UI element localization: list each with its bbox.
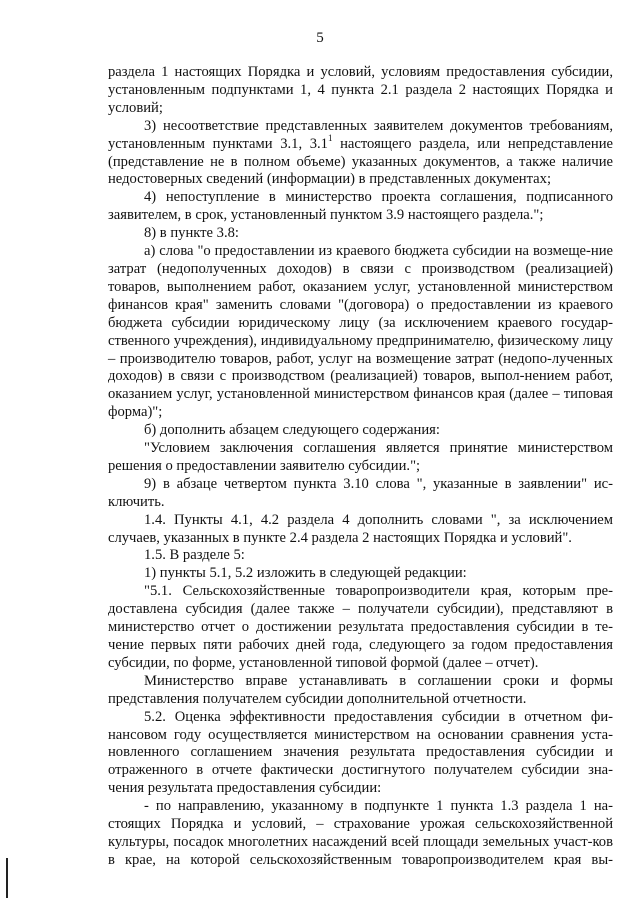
paragraph [108,118,613,190]
paragraph-text: настоящего раздела, или непредставление (представление не в полном объеме) указанных документов, а также наличие недостоверных сведений (информации) в представленных документах; [108,135,613,188]
document-body [108,64,613,870]
scan-edge-mark [6,858,8,898]
paragraph: - по направлению, указанному в подпункте 1 пункта 1.3 раздела 1 на-стоящих Порядка и условий, – страхование урожая сельскохозяйственной культуры, посадок многолетних насаждений всей площади земельных участ-ков в крае, на которой сельскохозяйственным товаропроизводителем края вы- [108,798,613,868]
paragraph: 1.5. В разделе 5: [144,547,245,564]
paragraph: б) дополнить абзацем следующего содержания: [144,422,440,439]
paragraph: 1) пункты 5.1, 5.2 изложить в следующей редакции: [144,565,467,582]
paragraph: Министерство вправе устанавливать в соглашении сроки и формы представления получателем субсидии дополнительной отчетности. [108,672,613,707]
paragraph: 8) в пункте 3.8: [144,225,239,242]
paragraph: а) слова "о предоставлении из краевого бюджета субсидии на возмеще-ние затрат (недополученных доходов) в связи с производством (реализацией) товаров, выполнением работ, оказанием услуг, установленной министерством финансов края" заменить словами "(договора) о предоставлении из краевого бюджета субсидии юридическому лицу (за исключением краевого государ-ственного учреждения), индивидуальному предпринимателю, физическому лицу – производителю товаров, работ, услуг на возмещение затрат (недопо-лученных доходов) в связи с производством (реализацией) товаров, выпол-нением работ, оказанием услуг, установленной министерством финансов края (далее – типовая форма)"; [108,243,613,421]
superscript: 1 [327,132,333,143]
paragraph: "Условием заключения соглашения является принятие министерством решения о предоставлении заявителю субсидии."; [108,440,613,474]
paragraph: 4) непоступление в министерство проекта соглашения, подписанного заявителем, в срок, установленный пунктом 3.9 настоящего раздела."; [108,189,613,224]
paragraph: 5.2. Оценка эффективности предоставления субсидии в отчетном фи-нансовом году осуществляется министерством на основании сравнения уста-новленного соглашением значения результата предоставления субсидии и отраженного в отчете фактически достигнутого получателем субсидии зна-чения результата предоставления субсидии: [108,708,613,797]
paragraph: "5.1. Сельскохозяйственные товаропроизводители края, которым пре-доставлена субсидия (далее также – получатели субсидии), представляют в министерство отчет о достижении результата предоставления субсидии в те-чение первых пяти рабочих дней года, следующего за годом предоставления субсидии, по форме, установленной типовой формой (далее – отчет). [108,583,613,671]
paragraph: раздела 1 настоящих Порядка и условий, условиям предоставления субсидии, установленным подпунктами 1, 4 пункта 2.1 раздела 2 настоящих Порядка и условий; [108,64,613,116]
page-number: 5 [316,30,324,46]
paragraph: 1.4. Пункты 4.1, 4.2 раздела 4 дополнить словами ", за исключением случаев, указанных в пункте 2.4 раздела 2 настоящих Порядка и условий". [108,511,613,546]
paragraph: 9) в абзаце четвертом пункта 3.10 слова ", указанные в заявлении" ис-ключить. [108,475,613,510]
paragraph-text: 3) несоответствие представленных заявителем документов требованиям, установленным пунктами 3.1, 3.1 [108,117,613,152]
